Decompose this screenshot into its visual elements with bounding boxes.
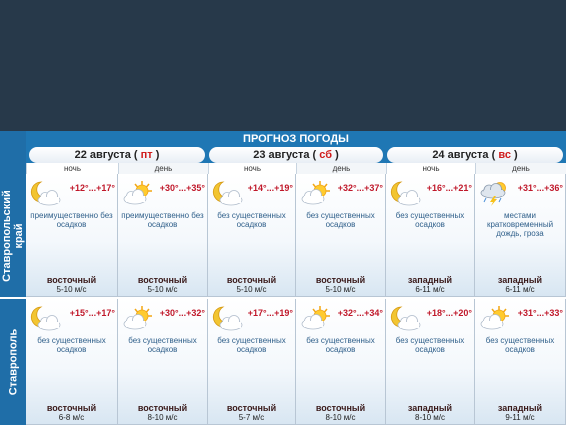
label-day: день [118,163,208,174]
moon-cloud-icon [29,180,63,206]
precipitation-text: без существенных осадков [395,211,465,229]
weather-forecast-widget [0,131,566,425]
date-row [26,147,566,163]
forecast-cell [296,174,386,297]
moon-cloud-icon [29,305,63,331]
wind-direction: западный [407,403,453,413]
precipitation-text: местами кратковременный дождь, гроза [486,211,554,238]
weekday-text: пт [140,149,153,161]
weekday-text: сб [319,149,333,161]
wind-speed: 5-10 м/с [236,285,267,294]
region-name: Ставропольский край [1,189,26,282]
wind-direction: восточный [315,275,366,285]
wind-speed: 5-10 м/с [56,285,87,294]
moon-cloud-icon [389,180,423,206]
date-header-3: 24 августа ( вс ) [387,147,563,163]
storm-icon [478,180,512,206]
temperature: +31°...+33° [517,308,563,318]
temperature: +15°...+17° [69,308,115,318]
wind-speed: 9-11 м/с [505,413,535,422]
temperature: +30°...+35° [159,183,205,193]
wind-speed: 8-10 м/с [147,413,178,422]
wind-speed: 5-10 м/с [147,285,178,294]
wind-speed: 6-11 м/с [415,285,445,294]
wind-speed: 5-7 м/с [238,413,265,422]
weekday-text: вс [498,149,511,161]
temperature: +18°...+20° [426,308,472,318]
temperature: +32°...+37° [337,183,383,193]
sun-cloud-icon [121,305,155,331]
forecast-cell [475,299,566,425]
temperature: +31°...+36° [517,183,563,193]
moon-cloud-icon [211,180,245,206]
wind-speed: 6-8 м/с [58,413,85,422]
region-name: Ставрополь [7,328,19,396]
forecast-cell [26,174,118,297]
temperature: +14°...+19° [247,183,293,193]
label-day: день [296,163,386,174]
forecast-cell [208,299,296,425]
precipitation-text: без существенных осадков [37,336,106,354]
temperature: +17°...+19° [247,308,293,318]
date-header-1: 22 августа ( пт ) [29,147,205,163]
label-night: ночь [208,163,296,174]
wind-direction: восточный [46,275,97,285]
wind-speed: 8-10 м/с [325,413,356,422]
forecast-cell [296,299,386,425]
precipitation-text: преимущественно без осадков [30,211,113,229]
precipitation-text: без существенных осадков [128,336,197,354]
label-day: день [475,163,566,174]
wind-direction: восточный [137,403,188,413]
region-label-2 [0,299,26,425]
temperature: +32°...+34° [337,308,383,318]
wind-direction: восточный [315,403,366,413]
sun-cloud-icon [299,180,333,206]
wind-direction: западный [497,403,543,413]
wind-direction: западный [407,275,453,285]
precipitation-text: без существенных осадков [306,336,375,354]
forecast-cell [208,174,296,297]
corner-block [0,131,26,174]
wind-direction: восточный [226,403,277,413]
precipitation-text: без существенных осадков [217,336,286,354]
precipitation-text: без существенных осадков [306,211,375,229]
temperature: +30°...+32° [159,308,205,318]
precipitation-text: преимущественно без осадков [121,211,204,229]
forecast-cell [118,174,208,297]
moon-cloud-icon [211,305,245,331]
temperature: +16°...+21° [426,183,472,193]
precipitation-text: без существенных осадков [217,211,286,229]
wind-speed: 8-10 м/с [415,413,445,422]
label-night: ночь [26,163,118,174]
forecast-cell [26,299,118,425]
temperature: +12°...+17° [69,183,115,193]
forecast-cell [118,299,208,425]
sun-cloud-icon [299,305,333,331]
forecast-title: ПРОГНОЗ ПОГОДЫ [26,131,566,147]
wind-direction: западный [497,275,543,285]
precipitation-text: без существенных осадков [485,336,555,354]
wind-direction: восточный [137,275,188,285]
sun-cloud-icon [478,305,512,331]
wind-direction: восточный [226,275,277,285]
label-night: ночь [386,163,475,174]
forecast-cell [386,174,475,297]
wind-speed: 6-11 м/с [505,285,535,294]
moon-cloud-icon [389,305,423,331]
wind-speed: 5-10 м/с [325,285,356,294]
forecast-cell [386,299,475,425]
date-text: 23 августа [253,149,310,161]
date-header-2: 23 августа ( сб ) [209,147,383,163]
sun-cloud-icon [121,180,155,206]
precipitation-text: без существенных осадков [395,336,465,354]
wind-direction: восточный [46,403,97,413]
date-text: 22 августа [74,149,131,161]
forecast-cell [475,174,566,297]
period-labels [26,163,566,174]
region-label-1 [0,174,26,297]
date-text: 24 августа [432,149,489,161]
